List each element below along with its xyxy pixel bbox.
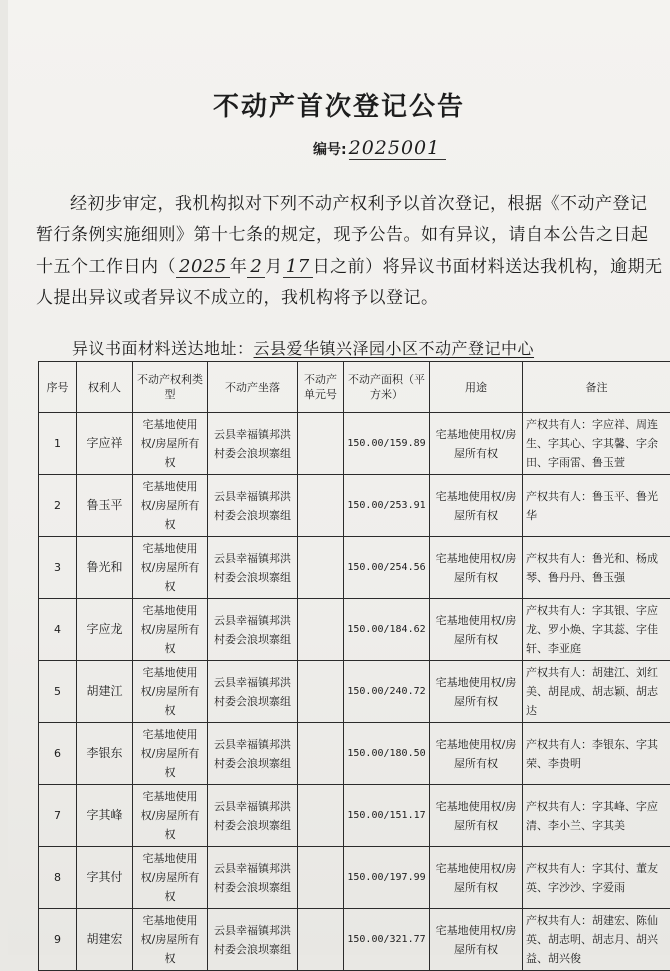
cell-use: 宅基地使用权/房屋所有权 — [430, 475, 523, 537]
body-line-1: 经初步审定，我机构拟对下列不动产权利予以首次登记，根据《不动产登记 — [36, 189, 646, 220]
cell-holder: 鲁光和 — [77, 537, 133, 599]
deadline-month: 2 — [247, 256, 265, 278]
cell-holder: 字其付 — [77, 847, 133, 909]
cell-note: 产权共有人：李银东、字其荣、李贵明 — [523, 723, 670, 785]
cell-unit — [298, 661, 344, 723]
deadline-day: 17 — [283, 256, 313, 278]
cell-unit — [298, 413, 344, 475]
cell-unit — [298, 599, 344, 661]
cell-location: 云县幸福镇邦洪村委会浪坝寨组 — [208, 599, 298, 661]
registration-table — [38, 361, 670, 971]
header-location: 不动产坐落 — [208, 362, 298, 413]
cell-note: 产权共有人：字应祥、周连生、字其心、字其馨、字余田、字雨雷、鲁玉萱 — [523, 413, 670, 475]
cell-location: 云县幸福镇邦洪村委会浪坝寨组 — [208, 413, 298, 475]
cell-no: 1 — [39, 413, 77, 475]
cell-area: 150.00/253.91 — [344, 475, 430, 537]
cell-holder: 李银东 — [77, 723, 133, 785]
cell-unit — [298, 475, 344, 537]
cell-no: 4 — [39, 599, 77, 661]
cell-unit — [298, 909, 344, 971]
cell-location: 云县幸福镇邦洪村委会浪坝寨组 — [208, 909, 298, 971]
serial-number — [313, 137, 446, 160]
cell-area: 150.00/184.62 — [344, 599, 430, 661]
objection-address — [72, 336, 534, 359]
cell-use: 宅基地使用权/房屋所有权 — [430, 537, 523, 599]
cell-note: 产权共有人：字其峰、字应清、李小兰、字其美 — [523, 785, 670, 847]
cell-note: 产权共有人：字其银、字应龙、罗小焕、字其蕊、字佳轩、李亚庭 — [523, 599, 670, 661]
cell-area: 150.00/180.50 — [344, 723, 430, 785]
table-row — [39, 413, 670, 475]
cell-type: 宅基地使用权/房屋所有权 — [133, 537, 208, 599]
cell-unit — [298, 785, 344, 847]
cell-location: 云县幸福镇邦洪村委会浪坝寨组 — [208, 537, 298, 599]
notice-body — [36, 189, 646, 314]
cell-use: 宅基地使用权/房屋所有权 — [430, 723, 523, 785]
cell-no: 6 — [39, 723, 77, 785]
cell-no: 9 — [39, 909, 77, 971]
deadline-suffix: 日之前）将异议书面材料送达我机构，逾期无 — [313, 257, 663, 277]
deadline-year: 2025 — [176, 256, 230, 278]
cell-note: 产权共有人：鲁玉平、鲁光华 — [523, 475, 670, 537]
table-row — [39, 537, 670, 599]
cell-holder: 字应祥 — [77, 413, 133, 475]
cell-holder: 鲁玉平 — [77, 475, 133, 537]
cell-holder: 胡建江 — [77, 661, 133, 723]
table-row — [39, 847, 670, 909]
header-unit: 不动产单元号 — [298, 362, 344, 413]
table-row — [39, 723, 670, 785]
cell-location: 云县幸福镇邦洪村委会浪坝寨组 — [208, 723, 298, 785]
cell-type: 宅基地使用权/房屋所有权 — [133, 847, 208, 909]
cell-area: 150.00/240.72 — [344, 661, 430, 723]
cell-note: 产权共有人：鲁光和、杨成琴、鲁丹丹、鲁玉强 — [523, 537, 670, 599]
cell-use: 宅基地使用权/房屋所有权 — [430, 661, 523, 723]
cell-use: 宅基地使用权/房屋所有权 — [430, 599, 523, 661]
cell-type: 宅基地使用权/房屋所有权 — [133, 599, 208, 661]
address-value: 云县爱华镇兴泽园小区不动产登记中心 — [254, 339, 535, 358]
cell-no: 2 — [39, 475, 77, 537]
table-row — [39, 475, 670, 537]
cell-area: 150.00/321.77 — [344, 909, 430, 971]
cell-unit — [298, 847, 344, 909]
cell-note: 产权共有人：字其付、董友英、字沙沙、字爱雨 — [523, 847, 670, 909]
cell-type: 宅基地使用权/房屋所有权 — [133, 785, 208, 847]
header-note: 备注 — [523, 362, 670, 413]
cell-use: 宅基地使用权/房屋所有权 — [430, 413, 523, 475]
cell-location: 云县幸福镇邦洪村委会浪坝寨组 — [208, 785, 298, 847]
cell-note: 产权共有人：胡建江、刘红美、胡昆成、胡志颖、胡志达 — [523, 661, 670, 723]
cell-location: 云县幸福镇邦洪村委会浪坝寨组 — [208, 847, 298, 909]
cell-area: 150.00/159.89 — [344, 413, 430, 475]
table-row — [39, 785, 670, 847]
cell-type: 宅基地使用权/房屋所有权 — [133, 661, 208, 723]
cell-area: 150.00/151.17 — [344, 785, 430, 847]
cell-holder: 胡建宏 — [77, 909, 133, 971]
cell-location: 云县幸福镇邦洪村委会浪坝寨组 — [208, 475, 298, 537]
cell-holder: 字应龙 — [77, 599, 133, 661]
cell-no: 5 — [39, 661, 77, 723]
cell-area: 150.00/254.56 — [344, 537, 430, 599]
cell-unit — [298, 723, 344, 785]
deadline-year-unit: 年 — [230, 257, 248, 277]
serial-label: 编号: — [313, 142, 347, 158]
cell-unit — [298, 537, 344, 599]
cell-note: 产权共有人：胡建宏、陈仙英、胡志明、胡志月、胡兴益、胡兴俊 — [523, 909, 670, 971]
deadline-month-unit: 月 — [265, 257, 283, 277]
cell-area: 150.00/197.99 — [344, 847, 430, 909]
table-row — [39, 909, 670, 971]
header-no: 序号 — [39, 362, 77, 413]
page-title: 不动产首次登记公告 — [8, 86, 670, 123]
header-use: 用途 — [430, 362, 523, 413]
cell-type: 宅基地使用权/房屋所有权 — [133, 475, 208, 537]
cell-use: 宅基地使用权/房屋所有权 — [430, 785, 523, 847]
body-line-4: 人提出异议或者异议不成立的，我机构将予以登记。 — [36, 283, 646, 314]
header-holder: 权利人 — [77, 362, 133, 413]
header-type: 不动产权利类型 — [133, 362, 208, 413]
cell-type: 宅基地使用权/房屋所有权 — [133, 413, 208, 475]
address-label: 异议书面材料送达地址： — [72, 339, 254, 358]
table-header-row — [39, 362, 670, 413]
table-row — [39, 599, 670, 661]
cell-use: 宅基地使用权/房屋所有权 — [430, 909, 523, 971]
cell-use: 宅基地使用权/房屋所有权 — [430, 847, 523, 909]
cell-no: 8 — [39, 847, 77, 909]
notice-paper — [8, 0, 670, 955]
body-line-3 — [36, 251, 646, 283]
header-area: 不动产面积（平方米） — [344, 362, 430, 413]
body-line-2: 暂行条例实施细则》第十七条的规定，现予公告。如有异议，请自本公告之日起 — [36, 220, 646, 251]
cell-type: 宅基地使用权/房屋所有权 — [133, 909, 208, 971]
cell-type: 宅基地使用权/房屋所有权 — [133, 723, 208, 785]
deadline-prefix: 十五个工作日内（ — [36, 257, 176, 277]
table-row — [39, 661, 670, 723]
cell-no: 3 — [39, 537, 77, 599]
serial-value: 2025001 — [349, 137, 447, 160]
cell-holder: 字其峰 — [77, 785, 133, 847]
cell-no: 7 — [39, 785, 77, 847]
cell-location: 云县幸福镇邦洪村委会浪坝寨组 — [208, 661, 298, 723]
